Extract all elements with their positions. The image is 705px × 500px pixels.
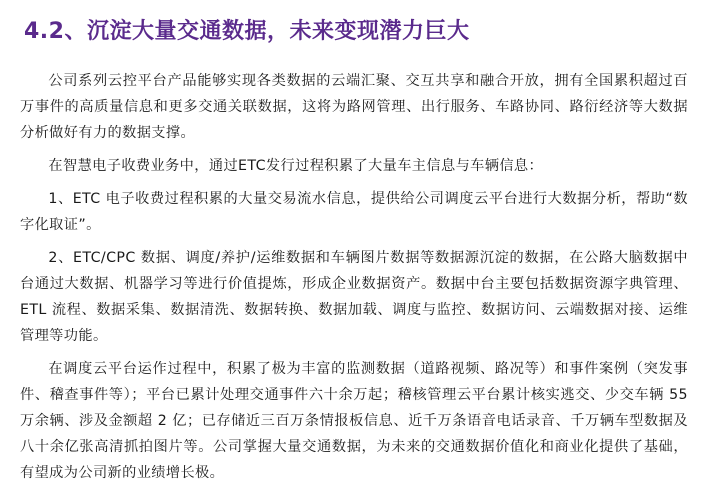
paragraph-dispatch-cloud: 在调度云平台运作过程中，积累了极为丰富的监测数据（道路视频、路况等）和事件案例（突发事件、稽查事件等）；平台已累计处理交通事件六十余万起；稽核管理云平台累计核实逃交、少交车辆 55 万余辆、涉及金额超 2 亿；已存储近三百万条情报板信息、近千万条语音电话录音、千万辆车型数据及八十余亿张高清抓拍图片等。公司掌握大量交通数据，为未来的交通数据价值化和商业化提供了基础，有望成为公司新的业绩增长极。 xyxy=(20,361,688,481)
body-text xyxy=(20,68,688,493)
paragraph-item-2: 2、ETC/CPC 数据、调度/养护/运维数据和车辆图片数据等数据源沉淀的数据，在公路大脑数据中台通过大数据、机器学习等进行价值提炼，形成企业数据资产。数据中台主要包括数据资源字典管理、ETL 流程、数据采集、数据清洗、数据转换、数据加载、调度与监控、数据访问、云端数据对接、运维管理等功能。 xyxy=(20,250,688,344)
paragraph-platform-data: 公司系列云控平台产品能够实现各类数据的云端汇聚、交互共享和融合开放，拥有全国累积超过百万事件的高质量信息和更多交通关联数据，这将为路网管理、出行服务、车路协同、路衍经济等大数据分析做好有力的数据支撑。 xyxy=(20,73,688,141)
paragraph-etc-intro: 在智慧电子收费业务中，通过ETC发行过程积累了大量车主信息与车辆信息： xyxy=(48,158,544,174)
paragraph-item-1: 1、ETC 电子收费过程积累的大量交易流水信息，提供给公司调度云平台进行大数据分析，帮助“数字化取证”。 xyxy=(20,191,688,233)
section-heading: 4.2、沉淀大量交通数据，未来变现潜力巨大 xyxy=(24,19,470,44)
